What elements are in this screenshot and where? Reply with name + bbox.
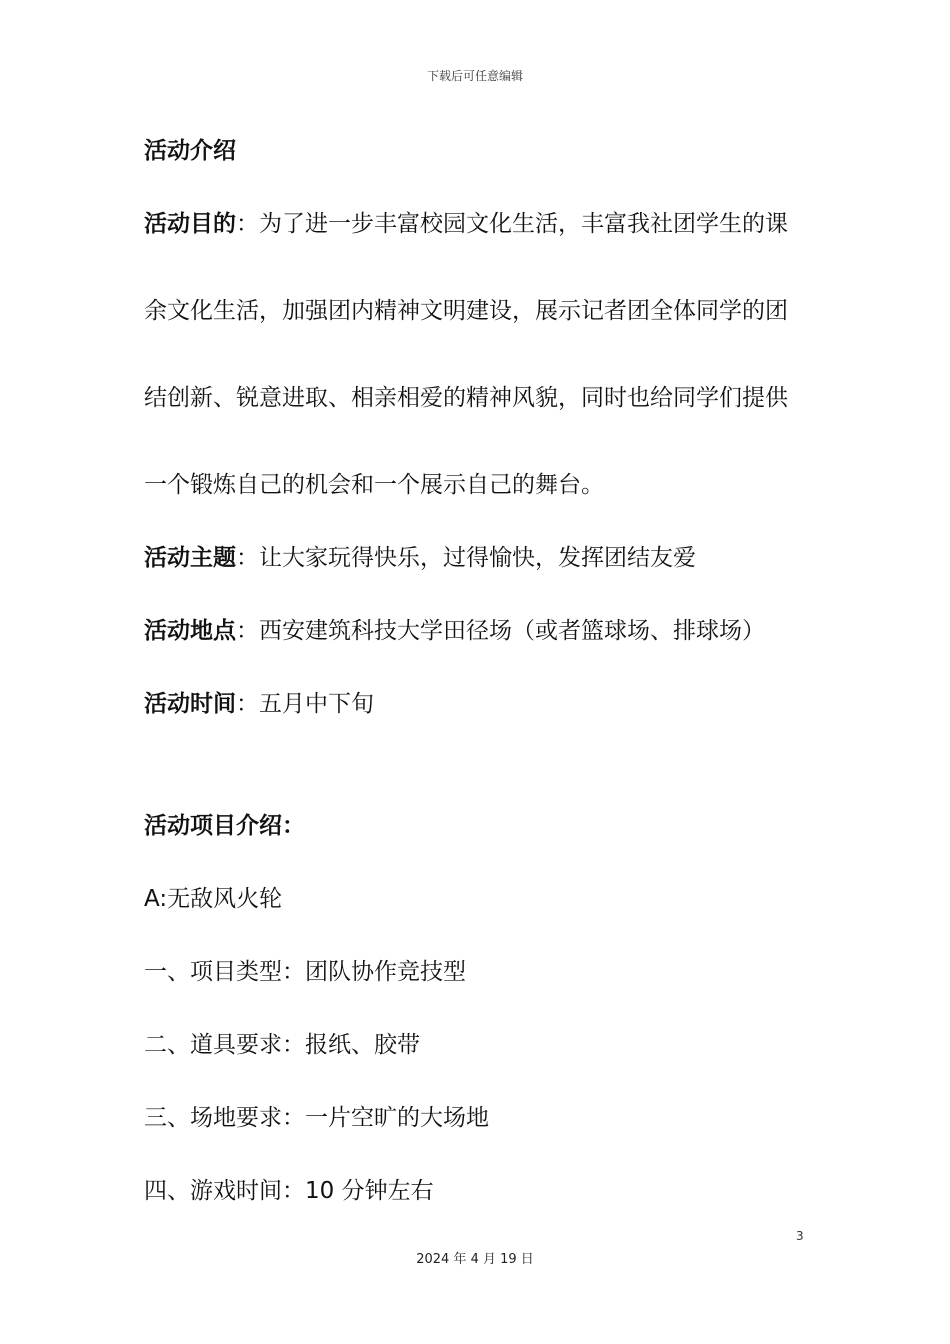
purpose-label: 活动目的 xyxy=(144,211,236,237)
location-colon: ： xyxy=(236,618,259,644)
page-number: 3 xyxy=(796,1229,804,1243)
project-a-item-venue: 三、场地要求：一片空旷的大场地 xyxy=(144,1105,489,1131)
purpose-paragraph-line-3: 结创新、锐意进取、相亲相爱的精神风貌，同时也给同学们提供 xyxy=(144,385,788,411)
theme-line xyxy=(144,543,696,573)
time-value: 五月中下旬 xyxy=(259,691,374,717)
purpose-paragraph-line-2: 余文化生活，加强团内精神文明建设，展示记者团全体同学的团 xyxy=(144,298,788,324)
project-a-item-duration: 四、游戏时间：10 分钟左右 xyxy=(144,1178,434,1204)
project-a-item-type: 一、项目类型：团队协作竞技型 xyxy=(144,959,466,985)
time-colon: ： xyxy=(236,691,259,717)
time-label: 活动时间 xyxy=(144,691,236,717)
theme-label: 活动主题 xyxy=(144,545,236,571)
purpose-text-1: 为了进一步丰富校园文化生活，丰富我社团学生的课 xyxy=(259,211,788,237)
header-note: 下载后可任意编辑 xyxy=(426,69,523,83)
time-line xyxy=(144,689,374,719)
location-value: 西安建筑科技大学田径场（或者篮球场、排球场） xyxy=(259,618,765,644)
project-a-title: A:无敌风火轮 xyxy=(144,886,283,912)
purpose-paragraph-line-1 xyxy=(144,209,788,239)
section-heading: 活动介绍 xyxy=(144,138,236,164)
location-line xyxy=(144,616,765,646)
theme-colon: ： xyxy=(236,545,259,571)
location-label: 活动地点 xyxy=(144,618,236,644)
project-a-item-props: 二、道具要求：报纸、胶带 xyxy=(144,1032,420,1058)
projects-heading: 活动项目介绍： xyxy=(144,813,305,839)
footer-date: 2024 年 4 月 19 日 xyxy=(416,1252,534,1267)
purpose-paragraph-line-4: 一个锻炼自己的机会和一个展示自己的舞台。 xyxy=(144,472,604,498)
theme-value: 让大家玩得快乐，过得愉快，发挥团结友爱 xyxy=(259,545,696,571)
purpose-colon: ： xyxy=(236,211,259,237)
